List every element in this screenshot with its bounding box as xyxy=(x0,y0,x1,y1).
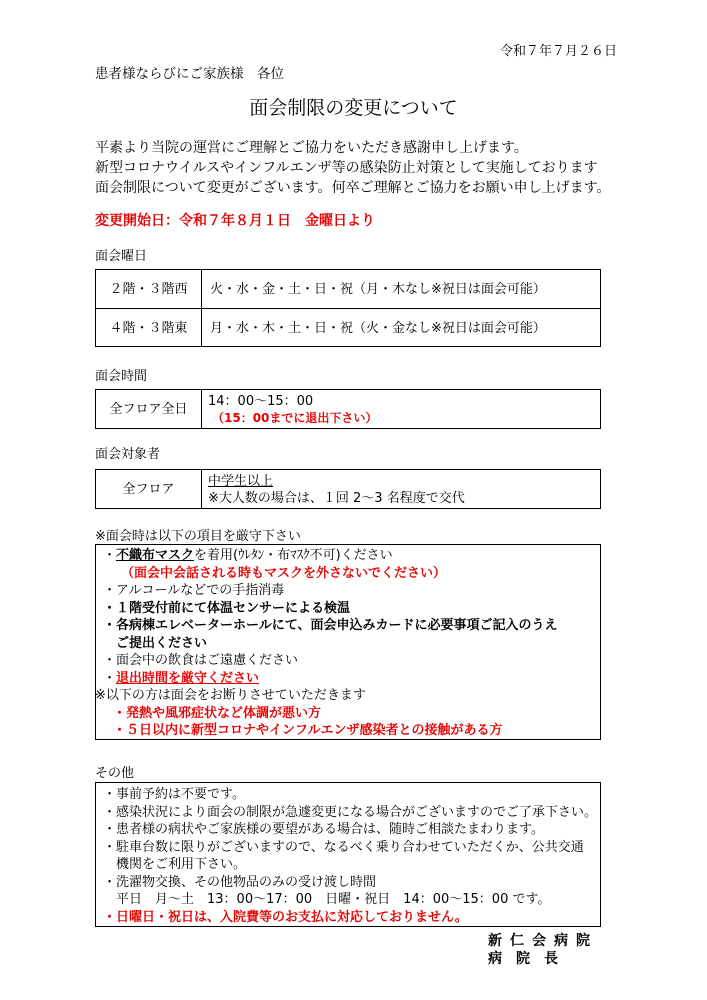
visit-days-value-east: 月・水・木・土・日・祝（火・金なし※祝日は面会可能） xyxy=(210,320,546,336)
intro-line: 平素より当院の運営にご理解とご協力をいただき感謝申し上げます。 xyxy=(95,140,528,156)
visit-time-note: （15：00までに退出下さい） xyxy=(212,411,378,425)
visit-time-label: 全フロア全日 xyxy=(96,390,202,428)
rule-refuse-fever: ・発熱や風邪症状など体調が悪い方 xyxy=(113,705,322,721)
rule-exit: ・退出時間を厳守ください xyxy=(103,670,260,686)
intro-paragraph xyxy=(95,138,610,198)
visit-days-value-west: 火・水・金・土・日・祝（月・木なし※祝日は面会可能） xyxy=(210,281,546,297)
other-item: 平日 月～土 13：00～17：00 日曜・祝日 14：00～15：00 です。 xyxy=(103,892,551,907)
other-item: ・駐車台数に限りがございますので、なるべく乗り合わせていただくか、公共交通 xyxy=(103,839,584,855)
visitors-label: 全フロア xyxy=(96,470,202,508)
director-title: 病 院 長 xyxy=(488,951,558,967)
rules-list xyxy=(95,547,558,740)
visit-days-table xyxy=(95,269,601,347)
intro-line: 新型コロナウイルスやインフルエンザ等の感染防止対策として実施しております xyxy=(95,160,598,176)
rule-alcohol: ・アルコールなどでの手指消毒 xyxy=(103,583,285,598)
visitors-age: 中学生以上 xyxy=(208,474,274,489)
rule-card-line2: ご提出ください xyxy=(116,635,208,651)
other-item: ・事前予約は不要です。 xyxy=(103,787,245,802)
visitors-note: ※大人数の場合は、１回 2～3 名程度で交代 xyxy=(208,491,465,506)
change-start-notice: 変更開始日：令和７年８月１日 金曜日より xyxy=(95,213,375,229)
visitors-heading: 面会対象者 xyxy=(95,447,161,462)
intro-line: 面会制限について変更がございます。何卒ご理解とご協力をお願い申し上げます。 xyxy=(95,180,611,196)
document-date: 令和７年７月２６日 xyxy=(499,44,617,59)
visitors-table xyxy=(95,469,601,509)
visit-days-label-east: ４階・３階東 xyxy=(96,309,202,347)
rule-mask: ・不織布マスクを着用(ｳﾚﾀﾝ・布ﾏｽｸ不可)ください xyxy=(103,548,393,563)
hospital-name: 新仁会病院 xyxy=(488,933,598,949)
other-item: ・洗濯物交換、その他物品のみの受け渡し時間 xyxy=(103,874,377,890)
rule-food: ・面会中の飲食はご遠慮ください xyxy=(103,653,299,668)
rule-exit-highlight: 退出時間を厳守ください xyxy=(116,670,260,686)
visit-days-heading: 面会曜日 xyxy=(95,249,148,264)
other-sunday-notice: ・日曜日・祝日は、入院費等のお支払に対応しておりません。 xyxy=(103,909,468,925)
other-heading: その他 xyxy=(95,766,135,781)
rule-mask-highlight: 不織布マスク xyxy=(116,548,195,563)
visit-time-heading: 面会時間 xyxy=(95,369,148,384)
other-item: ・感染状況により面会の制限が急遽変更になる場合がございますのでご了承下さい。 xyxy=(103,804,598,820)
rule-refuse: ※以下の方は面会をお断りさせていただきます xyxy=(95,688,366,703)
recipient: 患者様ならびにご家族様 各位 xyxy=(95,66,284,82)
other-item: 機関をご利用下さい。 xyxy=(103,857,247,872)
rules-heading: ※面会時は以下の項目を厳守下さい xyxy=(95,529,301,544)
rule-mask-note: （面会中会話される時もマスクを外さないでください） xyxy=(121,565,447,581)
rule-refuse-contact: ・５日以内に新型コロナやインフルエンザ感染者との接触がある方 xyxy=(113,723,503,738)
page-title: 面会制限の変更について xyxy=(249,97,458,119)
visit-time-value: 14：00～15：00 xyxy=(208,394,314,409)
rule-temperature: ・１階受付前にて体温センサーによる検温 xyxy=(103,600,351,616)
other-list xyxy=(103,786,597,926)
visit-days-label-west: ２階・３階西 xyxy=(96,270,202,308)
rule-card-line1: ・各病棟エレベーターホールにて、面会申込みカードに必要事項ご記入のうえ xyxy=(103,618,558,633)
visit-time-table xyxy=(95,389,601,429)
other-item: ・患者様の病状やご家族様の要望がある場合は、随時ご相談たまわります。 xyxy=(103,822,544,837)
